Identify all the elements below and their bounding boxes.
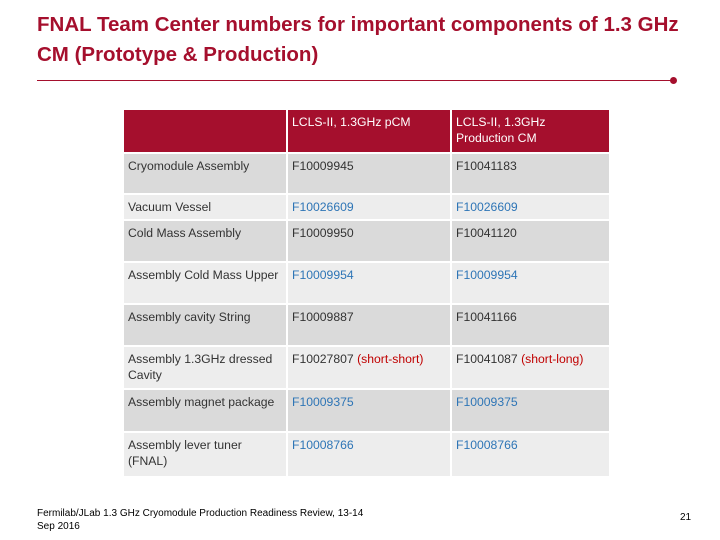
production-note: (short-long) (521, 352, 584, 366)
pcm-note: (short-short) (357, 352, 424, 366)
production-number-cell (452, 347, 611, 390)
pcm-number: F10009954 (292, 268, 354, 282)
production-number: F10041183 (456, 159, 517, 173)
component-cell: Assembly 1.3GHz dressed Cavity (124, 347, 288, 390)
table-row (124, 154, 611, 195)
production-number: F10026609 (456, 200, 518, 214)
production-number: F10009954 (456, 268, 518, 282)
footer-text: Fermilab/JLab 1.3 GHz Cryomodule Production Readiness Review, 13-14 Sep 2016 (37, 508, 364, 532)
production-number-cell (452, 390, 611, 433)
pcm-number: F10009945 (292, 159, 354, 173)
table-row (124, 263, 611, 305)
pcm-number-cell (288, 347, 452, 390)
slide-title: FNAL Team Center numbers for important components of 1.3 GHz CM (Prototype & Production) (37, 13, 679, 66)
pcm-number: F10009950 (292, 226, 354, 240)
component-cell: Cryomodule Assembly (124, 154, 288, 195)
production-number: F10008766 (456, 438, 518, 452)
header-cell-empty (124, 110, 288, 154)
pcm-number-cell (288, 433, 452, 478)
pcm-number-cell (288, 390, 452, 433)
pcm-number-cell (288, 154, 452, 195)
header-row (124, 110, 611, 154)
component-cell: Assembly Cold Mass Upper (124, 263, 288, 305)
pcm-number-cell (288, 221, 452, 263)
component-cell: Cold Mass Assembly (124, 221, 288, 263)
table-row (124, 433, 611, 478)
pcm-number: F10027807 (292, 352, 354, 366)
page-number: 21 (680, 512, 692, 523)
production-number-cell (452, 305, 611, 347)
component-cell: Assembly lever tuner (FNAL) (124, 433, 288, 478)
table-row (124, 347, 611, 390)
production-number-cell (452, 154, 611, 195)
team-center-table (124, 110, 611, 478)
production-number-cell (452, 221, 611, 263)
table-row (124, 195, 611, 221)
title-underline (37, 80, 673, 81)
header-cell-production: LCLS-II, 1.3GHz Production CM (452, 110, 611, 154)
production-number-cell (452, 433, 611, 478)
pcm-number-cell (288, 263, 452, 305)
pcm-number-cell (288, 195, 452, 221)
pcm-number: F10009375 (292, 395, 354, 409)
production-number-cell (452, 195, 611, 221)
production-number-cell (452, 263, 611, 305)
table-row (124, 390, 611, 433)
pcm-number: F10026609 (292, 200, 354, 214)
component-cell: Assembly cavity String (124, 305, 288, 347)
table-row (124, 221, 611, 263)
header-cell-pcm: LCLS-II, 1.3GHz pCM (288, 110, 452, 154)
production-number: F10041087 (456, 352, 518, 366)
pcm-number-cell (288, 305, 452, 347)
production-number: F10009375 (456, 395, 518, 409)
table-row (124, 305, 611, 347)
production-number: F10041120 (456, 226, 517, 240)
production-number: F10041166 (456, 310, 517, 324)
pcm-number: F10008766 (292, 438, 354, 452)
component-cell: Assembly magnet package (124, 390, 288, 433)
title-underline-dot (670, 77, 677, 84)
pcm-number: F10009887 (292, 310, 354, 324)
component-cell: Vacuum Vessel (124, 195, 288, 221)
